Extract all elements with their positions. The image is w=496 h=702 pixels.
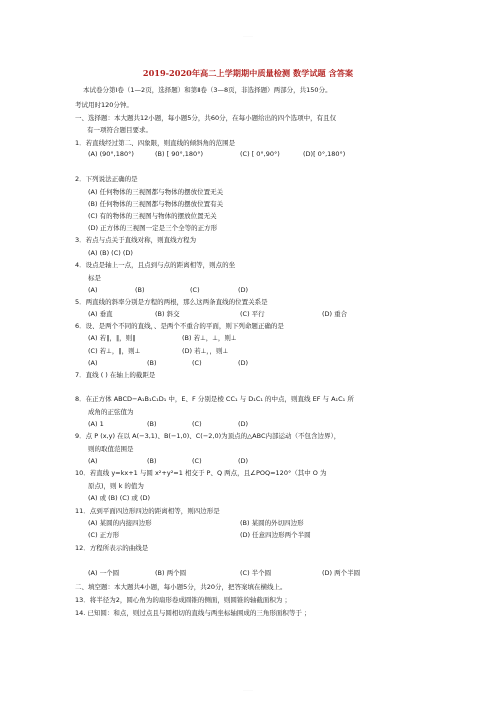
answer-option: (C) 平行 (240, 310, 265, 318)
text-line: 7．直线 ( ) 在轴上的截距是 (75, 371, 156, 379)
answer-option: (B) 两个圆 (155, 569, 187, 577)
answer-option: (C) 若⊥，∥，则⊥ (88, 347, 141, 355)
answer-option: (B) (147, 457, 157, 465)
text-line: 原点)，则 k 的值为 (88, 482, 144, 490)
answer-option: (A) 垂直 (88, 310, 113, 318)
text-line: 有一项符合题目要求。 (87, 126, 152, 134)
answer-option: (D) (238, 457, 249, 465)
text-line: 5．两直线的斜率分别是方程的两根，那么这两条直线的位置关系是 (75, 298, 268, 306)
text-line: (A) 或 (B) (C) 或 (D) (88, 494, 151, 502)
answer-option: (A) (88, 359, 98, 367)
text-line: 标是 (88, 274, 101, 282)
text-line: 14. 已知圆：和点，则过点且与圆相切的直线与两坐标轴围成的三角形面积等于 ； (75, 609, 311, 617)
answer-option: (B) 若⊥，⊥，则⊥ (182, 334, 237, 342)
answer-option: (B) (147, 420, 157, 428)
answer-option: (C) (192, 359, 202, 367)
answer-option: (C) (190, 286, 200, 294)
page-title: 2019-2020年高二上学期期中质量检测 数学试题 含答案 (142, 68, 354, 78)
text-line: (C) 有的物体的三视图与物体的摆放位置无关 (88, 212, 217, 220)
text-line: 二、填空题：本大题共4小题，每小题5分，共20分，把答案填在横线上。 (75, 583, 287, 591)
text-line: 6．设、是两个不同的直线，、是两个不重合的平面，则下列命题正确的是 (75, 322, 284, 330)
text-line: (A) 任何物体的三视图都与物体的摆放位置无关 (88, 188, 224, 196)
watermark-bottom: ·········· (243, 688, 253, 692)
text-line: 4．设点是轴上一点，且点到与点的距离相等，则点的坐 (75, 261, 236, 269)
text-line: (B) 任何物体的三视图都与物体的摆放位置有关 (88, 200, 224, 208)
answer-option: (D)[ 0°,180°) (303, 150, 346, 158)
answer-option: (C) [ 0°,90°) (240, 150, 280, 158)
answer-option: (D) 若⊥，，则⊥ (182, 347, 229, 355)
text-line: (D) 正方体的三视图一定是三个全等的正方形 (88, 224, 218, 232)
answer-option: (B) [ 90°,180°) (155, 150, 203, 158)
answer-option: (A) (90°,180°) (88, 150, 134, 158)
answer-option: (D) (238, 359, 249, 367)
answer-option: (C) (192, 420, 202, 428)
text-line: (A) (B) (C) (D) (88, 249, 133, 257)
answer-option: (A) 1 (88, 420, 104, 428)
answer-option: (B) 斜交 (155, 310, 180, 318)
text-line: 1．若直线经过第二、四象限，则直线的倾斜角的范围是 (75, 139, 236, 147)
text-line: 本试卷分第Ⅰ卷（1—2页，选择题）和第Ⅱ卷（3—8页，非选择题）两部分，共150分。 (83, 86, 332, 94)
answer-option: (A) 一个圆 (88, 569, 120, 577)
answer-option: (B) 某圆的外切四边形 (240, 519, 304, 527)
answer-option: (B) (147, 359, 157, 367)
answer-option: (C) 正方形 (88, 531, 120, 539)
text-line: 则的取值范围是 (88, 445, 134, 453)
text-line: 3．若点与点关于直线对称，则直线方程为 (75, 236, 197, 244)
answer-option: (C) (192, 457, 202, 465)
text-line: 10．若直线 y=kx+1 与圆 x²+y²=1 相交于 P、Q 两点，且∠POQ=120°（其中 O 为 (75, 469, 327, 477)
text-line: 考试用时120分钟。 (75, 101, 133, 109)
answer-option: (D) (238, 286, 249, 294)
text-line: 13．将半径为2，圆心角为的扇形卷成圆锥的侧面，则圆锥的轴截面积为 ； (75, 596, 291, 604)
answer-option: (D) 两个半圆 (322, 569, 361, 577)
text-line: 11．点到平面四边形四边的距离相等，则四边形是 (75, 507, 220, 515)
answer-option: (B) (135, 286, 145, 294)
text-line: 8．在正方体 ABCD−A₁B₁C₁D₁ 中，E、F 分别是棱 CC₁ 与 D₁C₁ 的中点，则直线 EF 与 A₁C₁ 所 (75, 395, 354, 403)
answer-option: (A) (88, 286, 98, 294)
answer-option: (C) 半个圆 (240, 569, 272, 577)
answer-option: (A) 某圆的内接四边形 (88, 519, 152, 527)
text-line: 12．方程所表示的曲线是 (75, 544, 149, 552)
answer-option: (D) 任意四边形两个半圆 (240, 531, 311, 539)
answer-option: (A) 若∥，∥，则∥ (88, 334, 136, 342)
text-line: 一、选择题：本大题共12小题，每小题5分，共60分，在每小题给出的四个选项中，有且仅 (75, 114, 337, 122)
text-line: 2．下列说法正确的是 (75, 175, 138, 183)
answer-option: (D) (238, 420, 249, 428)
text-line: 成角的正弦值为 (88, 408, 134, 416)
answer-option: (A) (88, 457, 98, 465)
text-line: 9．点 P (x,y) 在以 A(−3,1)、B(−1,0)、C(−2,0)为顶点的△ABC内部运动（不包含边界）， (75, 432, 341, 440)
watermark-top: ·········· (243, 34, 253, 38)
answer-option: (D) 重合 (322, 310, 348, 318)
